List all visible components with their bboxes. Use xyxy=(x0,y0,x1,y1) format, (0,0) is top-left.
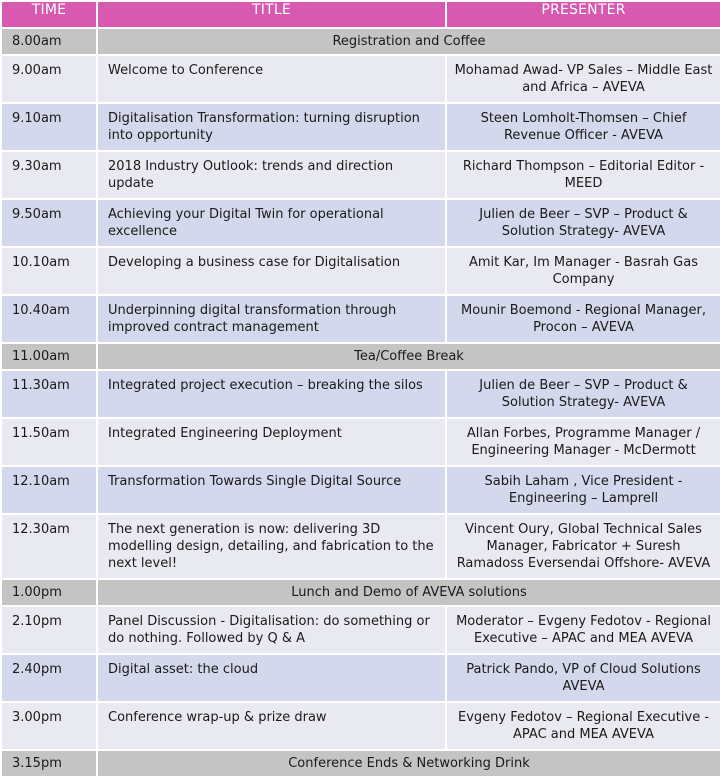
time-cell: 10.40am xyxy=(1,295,97,343)
session-row xyxy=(1,151,720,199)
presenter-cell: Moderator – Evgeny Fedotov - Regional Executive – APAC and MEA AVEVA xyxy=(446,606,720,654)
time-cell: 10.10am xyxy=(1,247,97,295)
time-cell: 3.00pm xyxy=(1,702,97,750)
presenter-cell: Julien de Beer – SVP – Product & Solution Strategy- AVEVA xyxy=(446,370,720,418)
time-cell: 9.10am xyxy=(1,103,97,151)
presenter-cell: Allan Forbes, Programme Manager / Engineering Manager - McDermott xyxy=(446,418,720,466)
time-cell: 2.10pm xyxy=(1,606,97,654)
header-row xyxy=(1,1,720,28)
break-row xyxy=(1,343,720,370)
presenter-cell: Patrick Pando, VP of Cloud Solutions AVEVA xyxy=(446,654,720,702)
time-cell: 3.15pm xyxy=(1,750,97,777)
time-cell: 1.00pm xyxy=(1,579,97,606)
session-row xyxy=(1,606,720,654)
session-row xyxy=(1,514,720,579)
break-title: Registration and Coffee xyxy=(97,28,720,55)
break-row xyxy=(1,28,720,55)
title-cell: Underpinning digital transformation through improved contract management xyxy=(97,295,446,343)
time-cell: 8.00am xyxy=(1,28,97,55)
time-cell: 12.10am xyxy=(1,466,97,514)
break-title: Lunch and Demo of AVEVA solutions xyxy=(97,579,720,606)
presenter-cell: Evgeny Fedotov – Regional Executive - APAC and MEA AVEVA xyxy=(446,702,720,750)
session-row xyxy=(1,295,720,343)
break-row xyxy=(1,750,720,777)
title-cell: Transformation Towards Single Digital Source xyxy=(97,466,446,514)
presenter-cell: Vincent Oury, Global Technical Sales Manager, Fabricator + Suresh Ramadoss Eversendai Offshore- AVEVA xyxy=(446,514,720,579)
time-cell: 9.30am xyxy=(1,151,97,199)
title-cell: Panel Discussion - Digitalisation: do something or do nothing. Followed by Q & A xyxy=(97,606,446,654)
title-cell: Digitalisation Transformation: turning disruption into opportunity xyxy=(97,103,446,151)
header-time: TIME xyxy=(1,1,97,28)
session-row xyxy=(1,654,720,702)
break-title: Conference Ends & Networking Drink xyxy=(97,750,720,777)
title-cell: Welcome to Conference xyxy=(97,55,446,103)
time-cell: 9.00am xyxy=(1,55,97,103)
session-row xyxy=(1,55,720,103)
session-row xyxy=(1,199,720,247)
presenter-cell: Mohamad Awad- VP Sales – Middle East and Africa – AVEVA xyxy=(446,55,720,103)
time-cell: 2.40pm xyxy=(1,654,97,702)
break-title: Tea/Coffee Break xyxy=(97,343,720,370)
header-presenter: PRESENTER xyxy=(446,1,720,28)
break-row xyxy=(1,579,720,606)
presenter-cell: Steen Lomholt-Thomsen – Chief Revenue Officer - AVEVA xyxy=(446,103,720,151)
title-cell: The next generation is now: delivering 3D modelling design, detailing, and fabrication to the next level! xyxy=(97,514,446,579)
title-cell: Conference wrap-up & prize draw xyxy=(97,702,446,750)
session-row xyxy=(1,103,720,151)
time-cell: 12.30am xyxy=(1,514,97,579)
title-cell: Integrated project execution – breaking the silos xyxy=(97,370,446,418)
title-cell: 2018 Industry Outlook: trends and direction update xyxy=(97,151,446,199)
time-cell: 11.00am xyxy=(1,343,97,370)
session-row xyxy=(1,702,720,750)
title-cell: Integrated Engineering Deployment xyxy=(97,418,446,466)
title-cell: Developing a business case for Digitalisation xyxy=(97,247,446,295)
time-cell: 11.50am xyxy=(1,418,97,466)
title-cell: Digital asset: the cloud xyxy=(97,654,446,702)
session-row xyxy=(1,418,720,466)
session-row xyxy=(1,466,720,514)
presenter-cell: Mounir Boemond - Regional Manager, Procon – AVEVA xyxy=(446,295,720,343)
session-row xyxy=(1,247,720,295)
presenter-cell: Julien de Beer – SVP – Product & Solution Strategy- AVEVA xyxy=(446,199,720,247)
presenter-cell: Richard Thompson – Editorial Editor - MEED xyxy=(446,151,720,199)
presenter-cell: Amit Kar, Im Manager - Basrah Gas Company xyxy=(446,247,720,295)
time-cell: 9.50am xyxy=(1,199,97,247)
time-cell: 11.30am xyxy=(1,370,97,418)
header-title: TITLE xyxy=(97,1,446,28)
session-row xyxy=(1,370,720,418)
presenter-cell: Sabih Laham , Vice President - Engineering – Lamprell xyxy=(446,466,720,514)
title-cell: Achieving your Digital Twin for operational excellence xyxy=(97,199,446,247)
